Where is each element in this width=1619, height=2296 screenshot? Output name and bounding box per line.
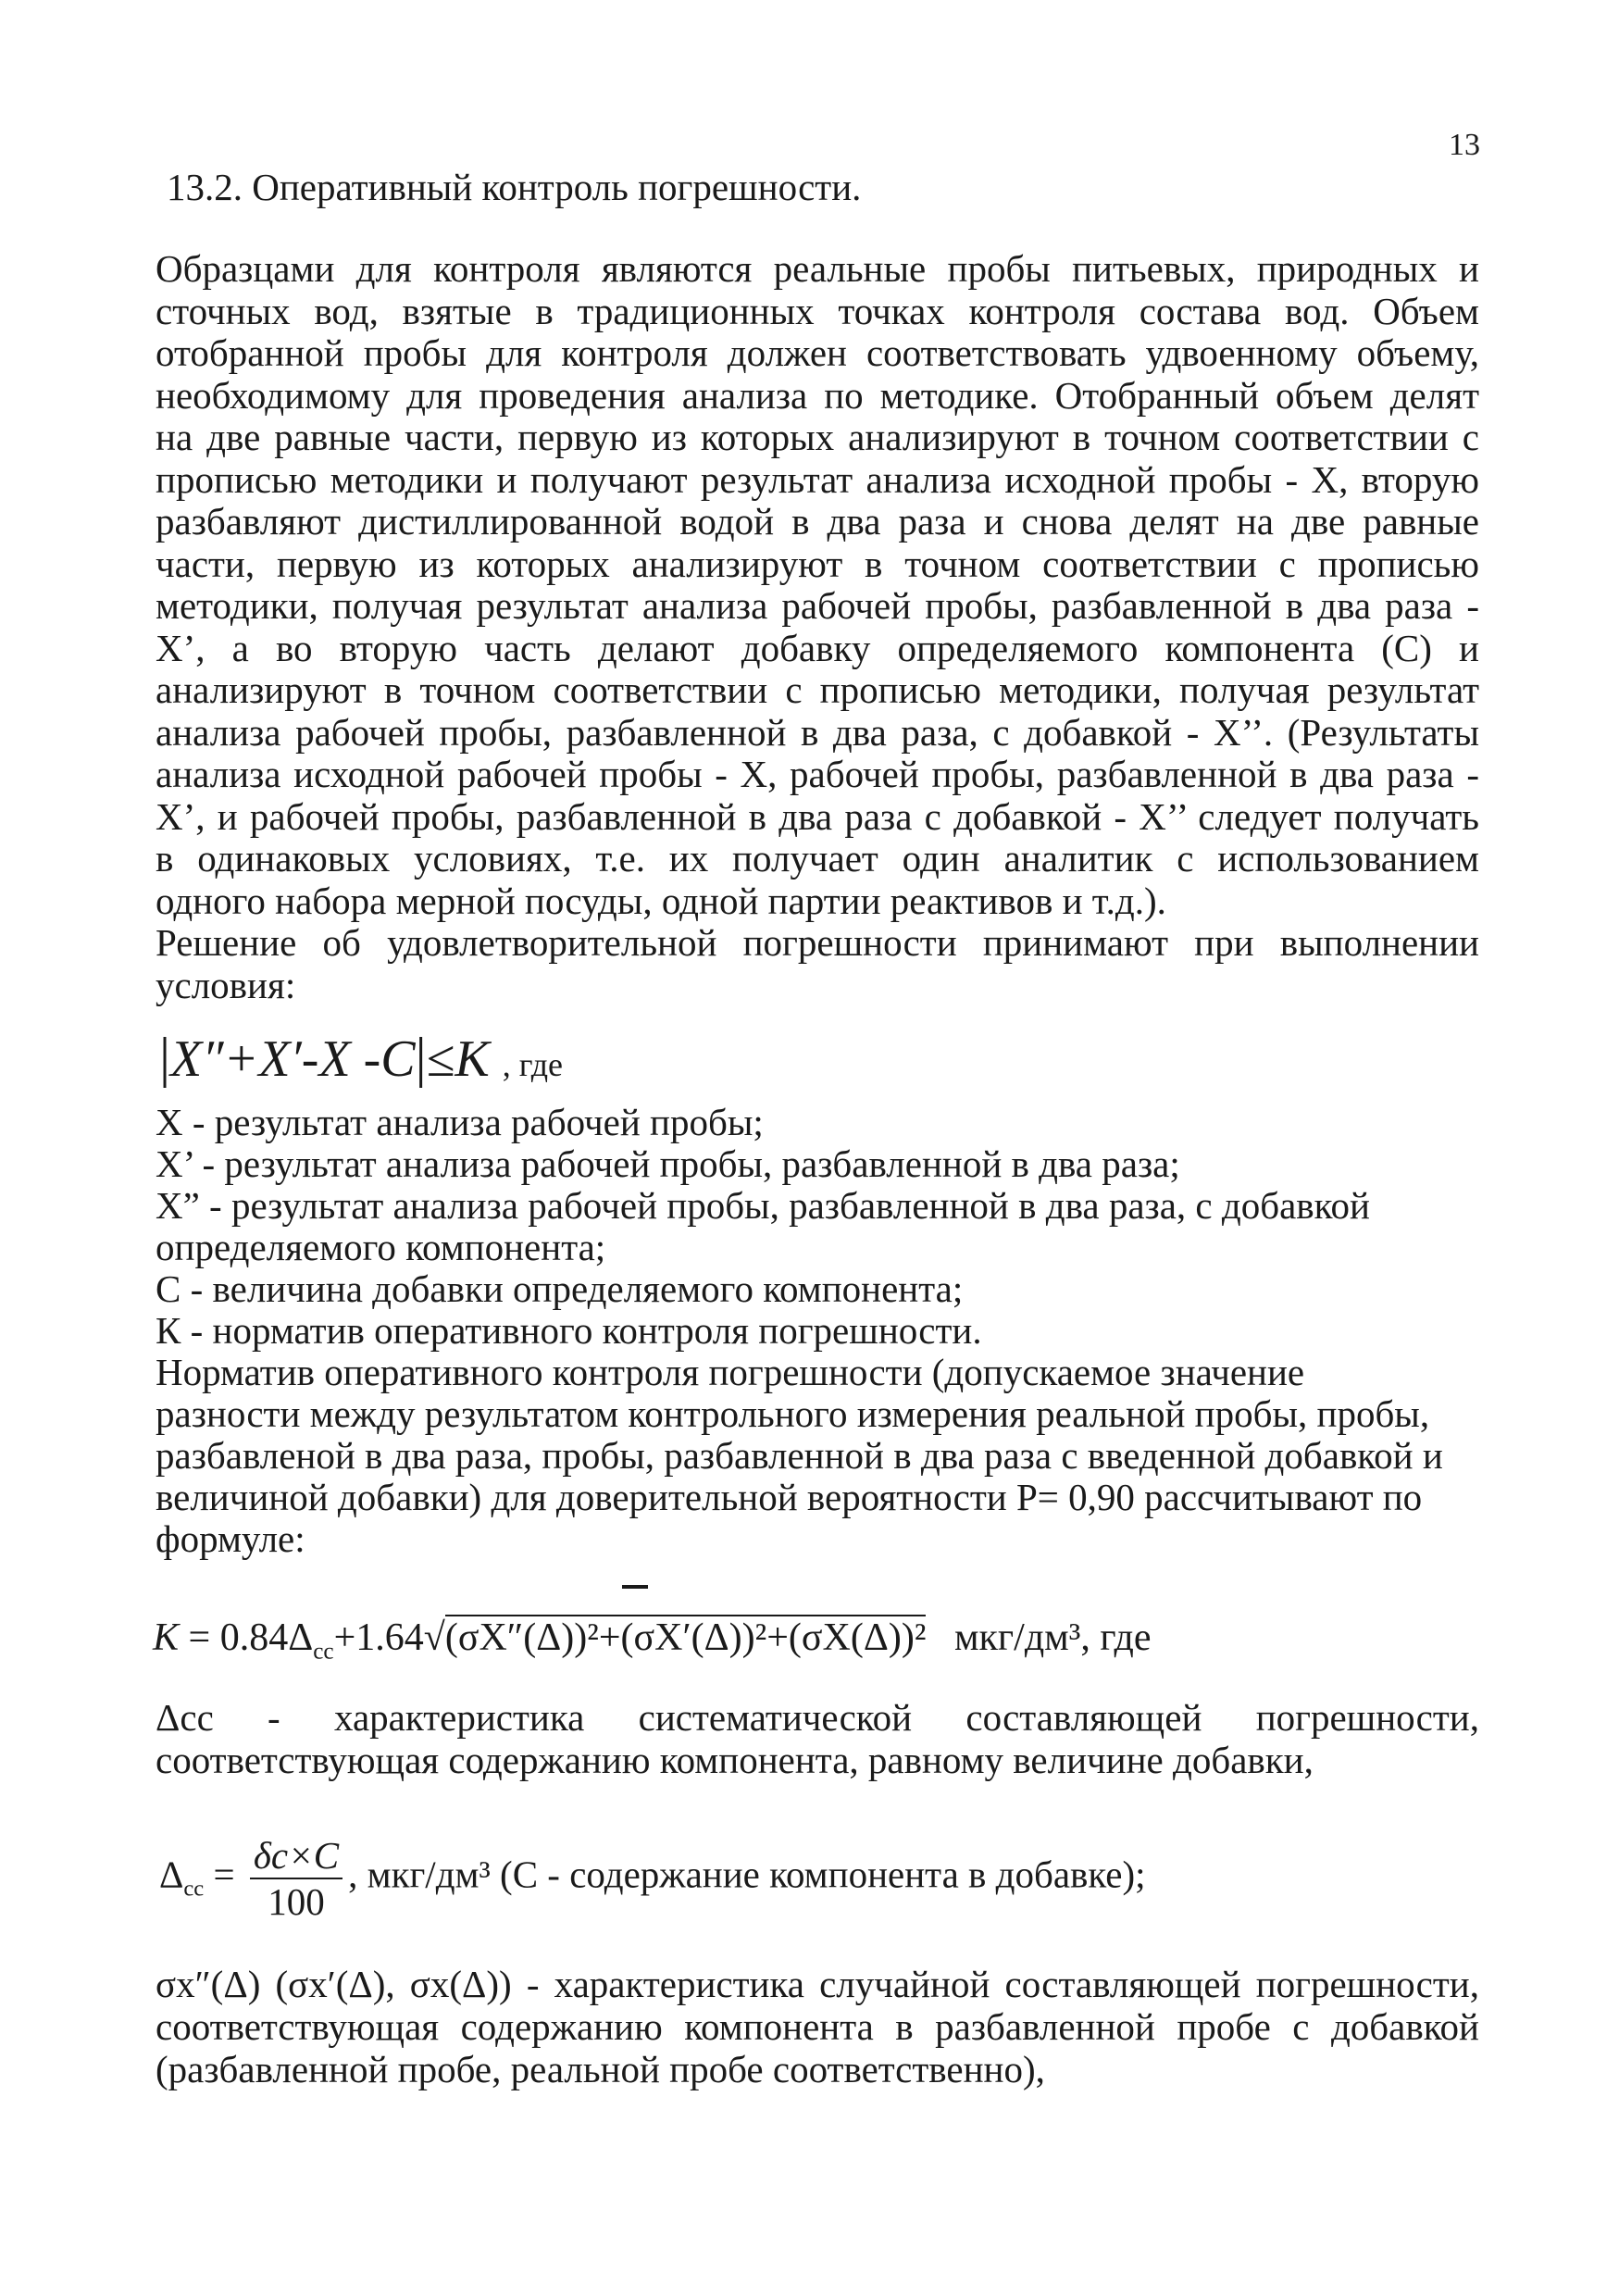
paragraph-line: разбавляют дистиллированной водой в два раза и снова делят на две равные: [156, 500, 1479, 543]
paragraph-line: Образцами для контроля являются реальные пробы питьевых, природных и: [156, 247, 1479, 290]
formula-k-delta: Δ: [288, 1616, 314, 1659]
formula-condition-expr: X″+X′-X -C: [170, 1030, 416, 1088]
definition-line: К - норматив оперативного контроля погрешности.: [156, 1309, 982, 1352]
definition-line: С - величина добавки определяемого компонента;: [156, 1267, 964, 1310]
section-heading: 13.2. Оперативный контроль погрешности.: [167, 166, 862, 208]
fraction: [250, 1833, 342, 1924]
fraction-numerator: δc×C: [250, 1833, 342, 1879]
paragraph-line: Решение об удовлетворительной погрешности принимают при выполнении: [156, 921, 1479, 964]
paragraph-line: необходимому для проведения анализа по методике. Отобранный объем делят: [156, 373, 1479, 417]
paragraph-line: условия:: [156, 963, 296, 1006]
fraction-denominator: 100: [268, 1880, 325, 1923]
formula-k-coef2: +1.64: [333, 1616, 424, 1659]
paragraph-line: методики, получая результат анализа рабочей пробы, разбавленной в два раза -: [156, 584, 1479, 627]
sigma-definition-line: (разбавленной пробе, реальной пробе соответственно),: [156, 2048, 1045, 2090]
dcc-definition-line: Δсс - характеристика систематической составляющей погрешности,: [156, 1696, 1479, 1739]
formula-k-radicand: (σX″(Δ))²+(σX′(Δ))²+(σX(Δ))²: [444, 1616, 927, 1659]
formula-k-unit: мкг/дм³, где: [953, 1616, 1152, 1659]
formula-condition: [159, 1026, 563, 1090]
sigma-definition-line: соответствующая содержанию компонента в разбавленной пробе с добавкой: [156, 2005, 1479, 2048]
definition-line: Норматив оперативного контроля погрешности (допускаемое значение: [156, 1351, 1305, 1393]
sigma-definition-line: σx″(Δ) (σx′(Δ), σx(Δ)) - характеристика случайной составляющей погрешности,: [156, 1963, 1479, 2005]
definition-line: X” - результат анализа рабочей пробы, разбавленной в два раза, с добавкой: [156, 1184, 1370, 1227]
definition-line: определяемого компонента;: [156, 1226, 606, 1268]
paragraph-line: анализа исходной рабочей пробы - X, рабочей пробы, разбавленной в два раза -: [156, 753, 1479, 795]
paragraph-line: одного набора мерной посуды, одной партии реактивов и т.д.).: [156, 879, 1166, 922]
definition-line: формуле:: [156, 1517, 305, 1560]
formula-condition-rel: ≤K: [426, 1030, 490, 1088]
paragraph-line: анализируют в точном соответствии с прописью методики, получая результат: [156, 668, 1479, 711]
definition-line: X - результат анализа рабочей пробы;: [156, 1101, 764, 1143]
formula-dcc-tail: , мкг/дм³ (С - содержание компонента в добавке);: [348, 1853, 1146, 1896]
abs-bar-left: |: [159, 1027, 171, 1088]
paragraph-control-samples: [156, 248, 1479, 1006]
formula-k-delta-sub: cc: [313, 1639, 334, 1665]
formula-k-lhs: K: [153, 1616, 180, 1659]
paragraph-line: сточных вод, взятые в традиционных точках контроля состава вод. Объем: [156, 289, 1479, 332]
definition-line: разбавленой в два раза, пробы, разбавленной в два раза с введенной добавкой и: [156, 1434, 1443, 1477]
overbar-mark: [622, 1585, 648, 1589]
definition-line: величиной добавки) для доверительной вероятности Р= 0,90 рассчитывают по: [156, 1476, 1423, 1518]
dcc-definition: [156, 1696, 1479, 1781]
definition-line: разности между результатом контрольного измерения реальной пробы, пробы,: [156, 1392, 1430, 1435]
sqrt-sign: √: [423, 1616, 445, 1659]
formula-condition-suffix: , где: [502, 1046, 564, 1083]
definition-line: X’ - результат анализа рабочей пробы, разбавленной в два раза;: [156, 1142, 1180, 1185]
definitions-list: [156, 1102, 1479, 1560]
formula-norm-k: $K = 0.84\Delta_{cc}+1.64√(\sigma X''(\Delta))^2+(\sigma X'(\Delta))^2+(\sigma X(\Delta))^2$ мкг/дм³, где: [153, 1616, 1152, 1665]
formula-k-coef1: 0.84: [219, 1616, 289, 1659]
formula-dcc-lhs: Δ: [159, 1853, 184, 1896]
page-number: 13: [1449, 128, 1480, 162]
paragraph-line: X’, а во вторую часть делают добавку определяемого компонента (С) и: [156, 626, 1479, 669]
dcc-definition-line: соответствующая содержанию компонента, равному величине добавки,: [156, 1739, 1314, 1781]
abs-bar-right: |: [415, 1027, 427, 1088]
paragraph-line: прописью методики и получают результат анализа исходной пробы - X, вторую: [156, 457, 1479, 501]
paragraph-line: части, первую из которых анализируют в точном соответствии с прописью: [156, 542, 1479, 585]
formula-dcc: $\Delta_{cc}$ = $\frac{\delta c\times C}{100}$ , мкг/дм³ (С - содержание компонента в добавке);: [159, 1834, 1146, 1923]
formula-dcc-lhs-sub: cc: [183, 1876, 205, 1902]
paragraph-line: в одинаковых условиях, т.е. их получает один аналитик с использованием: [156, 837, 1479, 880]
sigma-definition: [156, 1963, 1479, 2090]
paragraph-line: X’, и рабочей пробы, разбавленной в два раза с добавкой - X’’ следует получать: [156, 794, 1479, 838]
paragraph-line: отобранной пробы для контроля должен соответствовать удвоенному объему,: [156, 331, 1479, 374]
paragraph-line: анализа рабочей пробы, разбавленной в два раза, с добавкой - X’’. (Результаты: [156, 710, 1479, 754]
paragraph-line: на две равные части, первую из которых анализируют в точном соответствии с: [156, 416, 1479, 458]
